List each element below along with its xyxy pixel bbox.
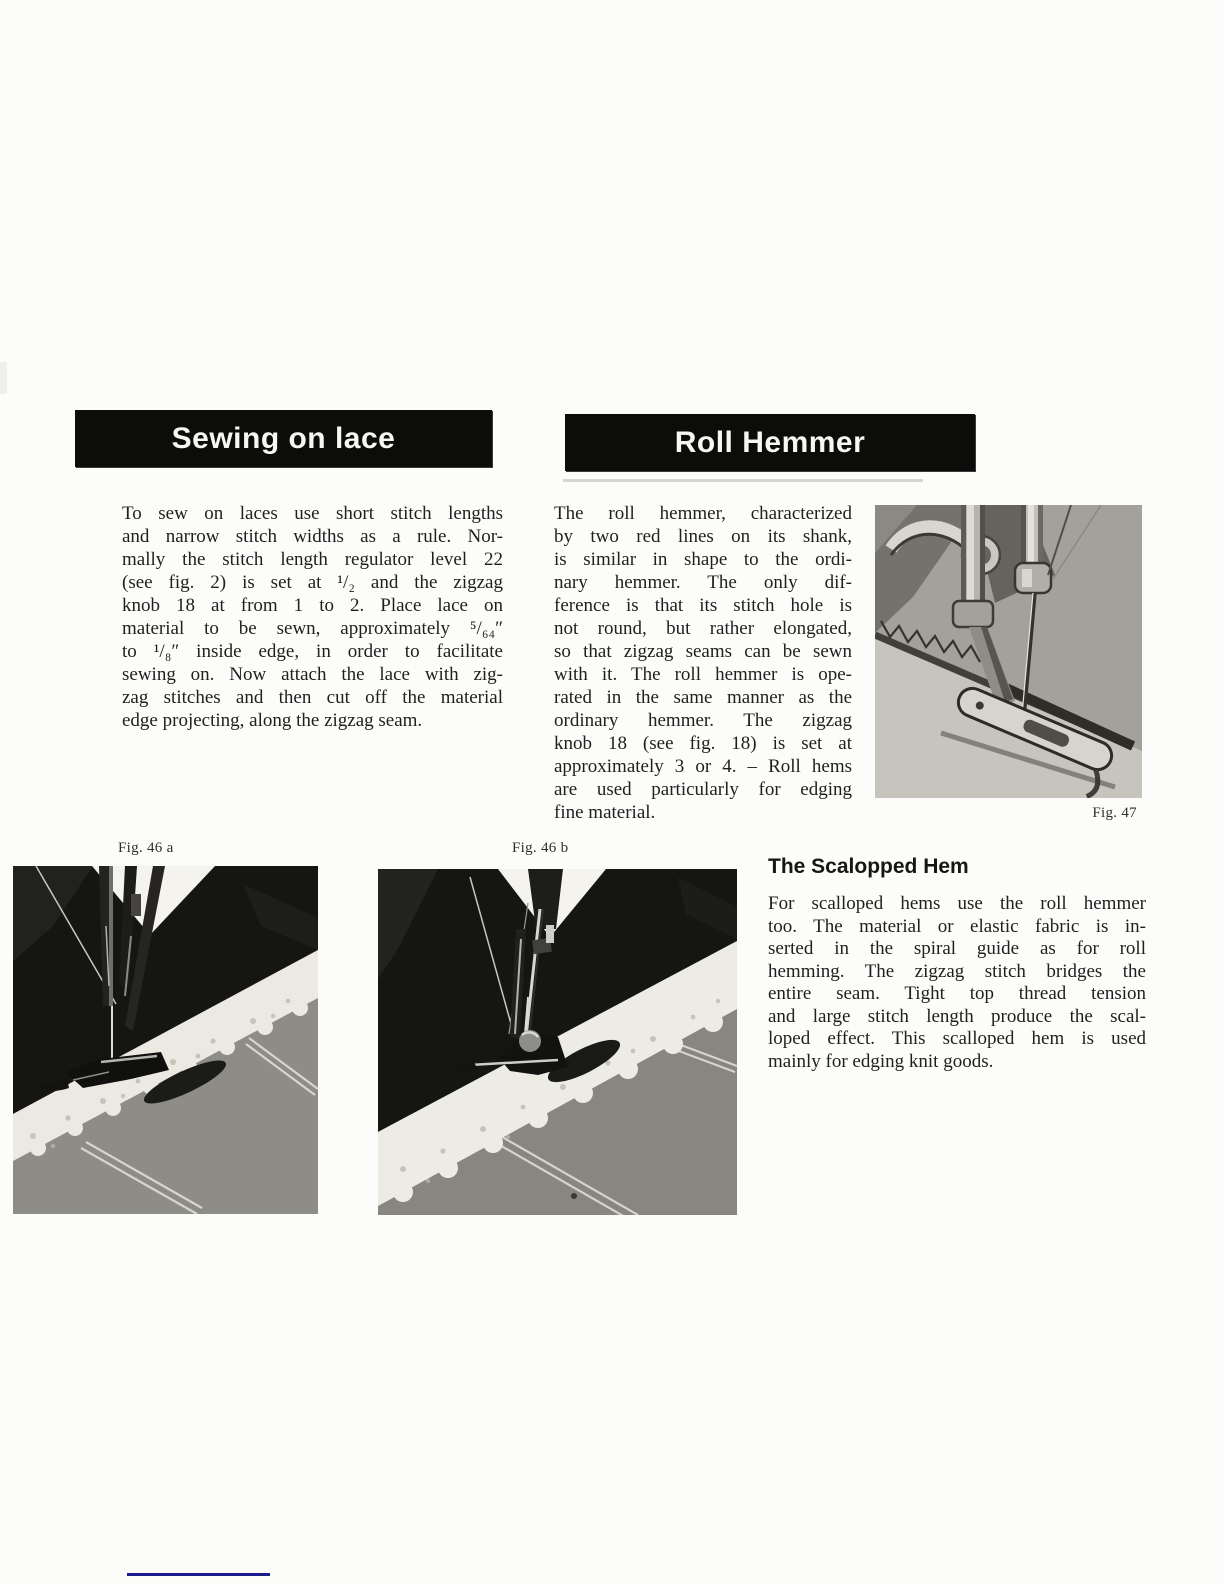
- text-line: knob 18 at from 1 to 2. Place lace on: [122, 595, 503, 616]
- figure-46b-photo: [378, 869, 737, 1215]
- text-line: ference is that its stitch hole is: [554, 595, 852, 616]
- roll-hemmer-close-up-illustration: [875, 505, 1142, 798]
- section-title-sewing-on-lace: Sewing on lace: [171, 421, 396, 455]
- figure-46a-photo: [13, 866, 318, 1214]
- text-line: fine material.: [554, 802, 656, 823]
- sewing-lace-illustration-a: [13, 866, 318, 1214]
- text-line: is similar in shape to the ordi-: [554, 549, 852, 570]
- scan-edge-smudge: [0, 362, 7, 394]
- figure-46b-caption: Fig. 46 b: [512, 840, 569, 856]
- text-line: by two red lines on its shank,: [554, 526, 852, 547]
- text-line: too. The material or elastic fabric is in-: [768, 915, 1146, 937]
- scalopped-hem-paragraph: [768, 893, 1146, 1073]
- text-line: nary hemmer. The only dif-: [554, 572, 852, 593]
- text-line: to ¹/₈″ inside edge, in order to facilitate: [122, 641, 503, 662]
- text-line: ordinary hemmer. The zigzag: [554, 710, 852, 731]
- section-title-roll-hemmer: Roll Hemmer: [674, 425, 866, 459]
- text-line: hemming. The zigzag stitch bridges the: [768, 960, 1146, 982]
- text-line: approximately 3 or 4. – Roll hems: [554, 756, 852, 777]
- header-underline-divider: [563, 479, 923, 482]
- text-line: with it. The roll hemmer is ope-: [554, 664, 852, 685]
- text-line: zag stitches and then cut off the material: [122, 687, 503, 708]
- section-header-sewing-on-lace: [75, 410, 492, 467]
- text-line: loped effect. This scalloped hem is used: [768, 1028, 1146, 1049]
- text-line: sewing on. Now attach the lace with zig-: [122, 664, 503, 685]
- figure-46a-caption: Fig. 46 a: [118, 840, 174, 856]
- text-line: To sew on laces use short stitch lengths: [122, 503, 503, 524]
- text-line: (see fig. 2) is set at ¹/₂ and the zigzag: [122, 572, 503, 593]
- bottom-blue-line-artifact: [127, 1573, 270, 1576]
- text-line: serted in the spiral guide as for roll: [768, 938, 1146, 959]
- roll-hemmer-paragraph: [554, 502, 852, 824]
- text-line: so that zigzag seams can be sewn: [554, 641, 852, 662]
- text-line: rated in the same manner as the: [554, 687, 852, 708]
- text-line: The roll hemmer, characterized: [554, 503, 852, 524]
- section-header-roll-hemmer: [565, 414, 975, 471]
- text-line: entire seam. Tight top thread tension: [768, 983, 1146, 1004]
- text-line: edge projecting, along the zigzag seam.: [122, 710, 423, 731]
- text-line: mainly for edging knit goods.: [768, 1050, 994, 1072]
- text-line: and narrow stitch widths as a rule. Nor-: [122, 526, 503, 547]
- figure-47-caption: Fig. 47: [1092, 805, 1137, 821]
- text-line: are used particularly for edging: [554, 779, 852, 800]
- text-line: knob 18 (see fig. 18) is set at: [554, 733, 852, 754]
- subsection-title-scalopped-hem: The Scalopped Hem: [768, 855, 969, 878]
- figure-47-photo: [875, 505, 1142, 798]
- text-line: and large stitch length produce the scal-: [768, 1005, 1146, 1027]
- text-line: material to be sewn, approximately ⁵/₆₄″: [122, 618, 503, 639]
- text-line: For scalloped hems use the roll hemmer: [768, 893, 1146, 914]
- text-line: mally the stitch length regulator level 22: [122, 549, 503, 570]
- sewing-on-lace-paragraph: [122, 502, 503, 732]
- text-line: not round, but rather elongated,: [554, 618, 852, 639]
- sewing-lace-illustration-b: [378, 869, 737, 1215]
